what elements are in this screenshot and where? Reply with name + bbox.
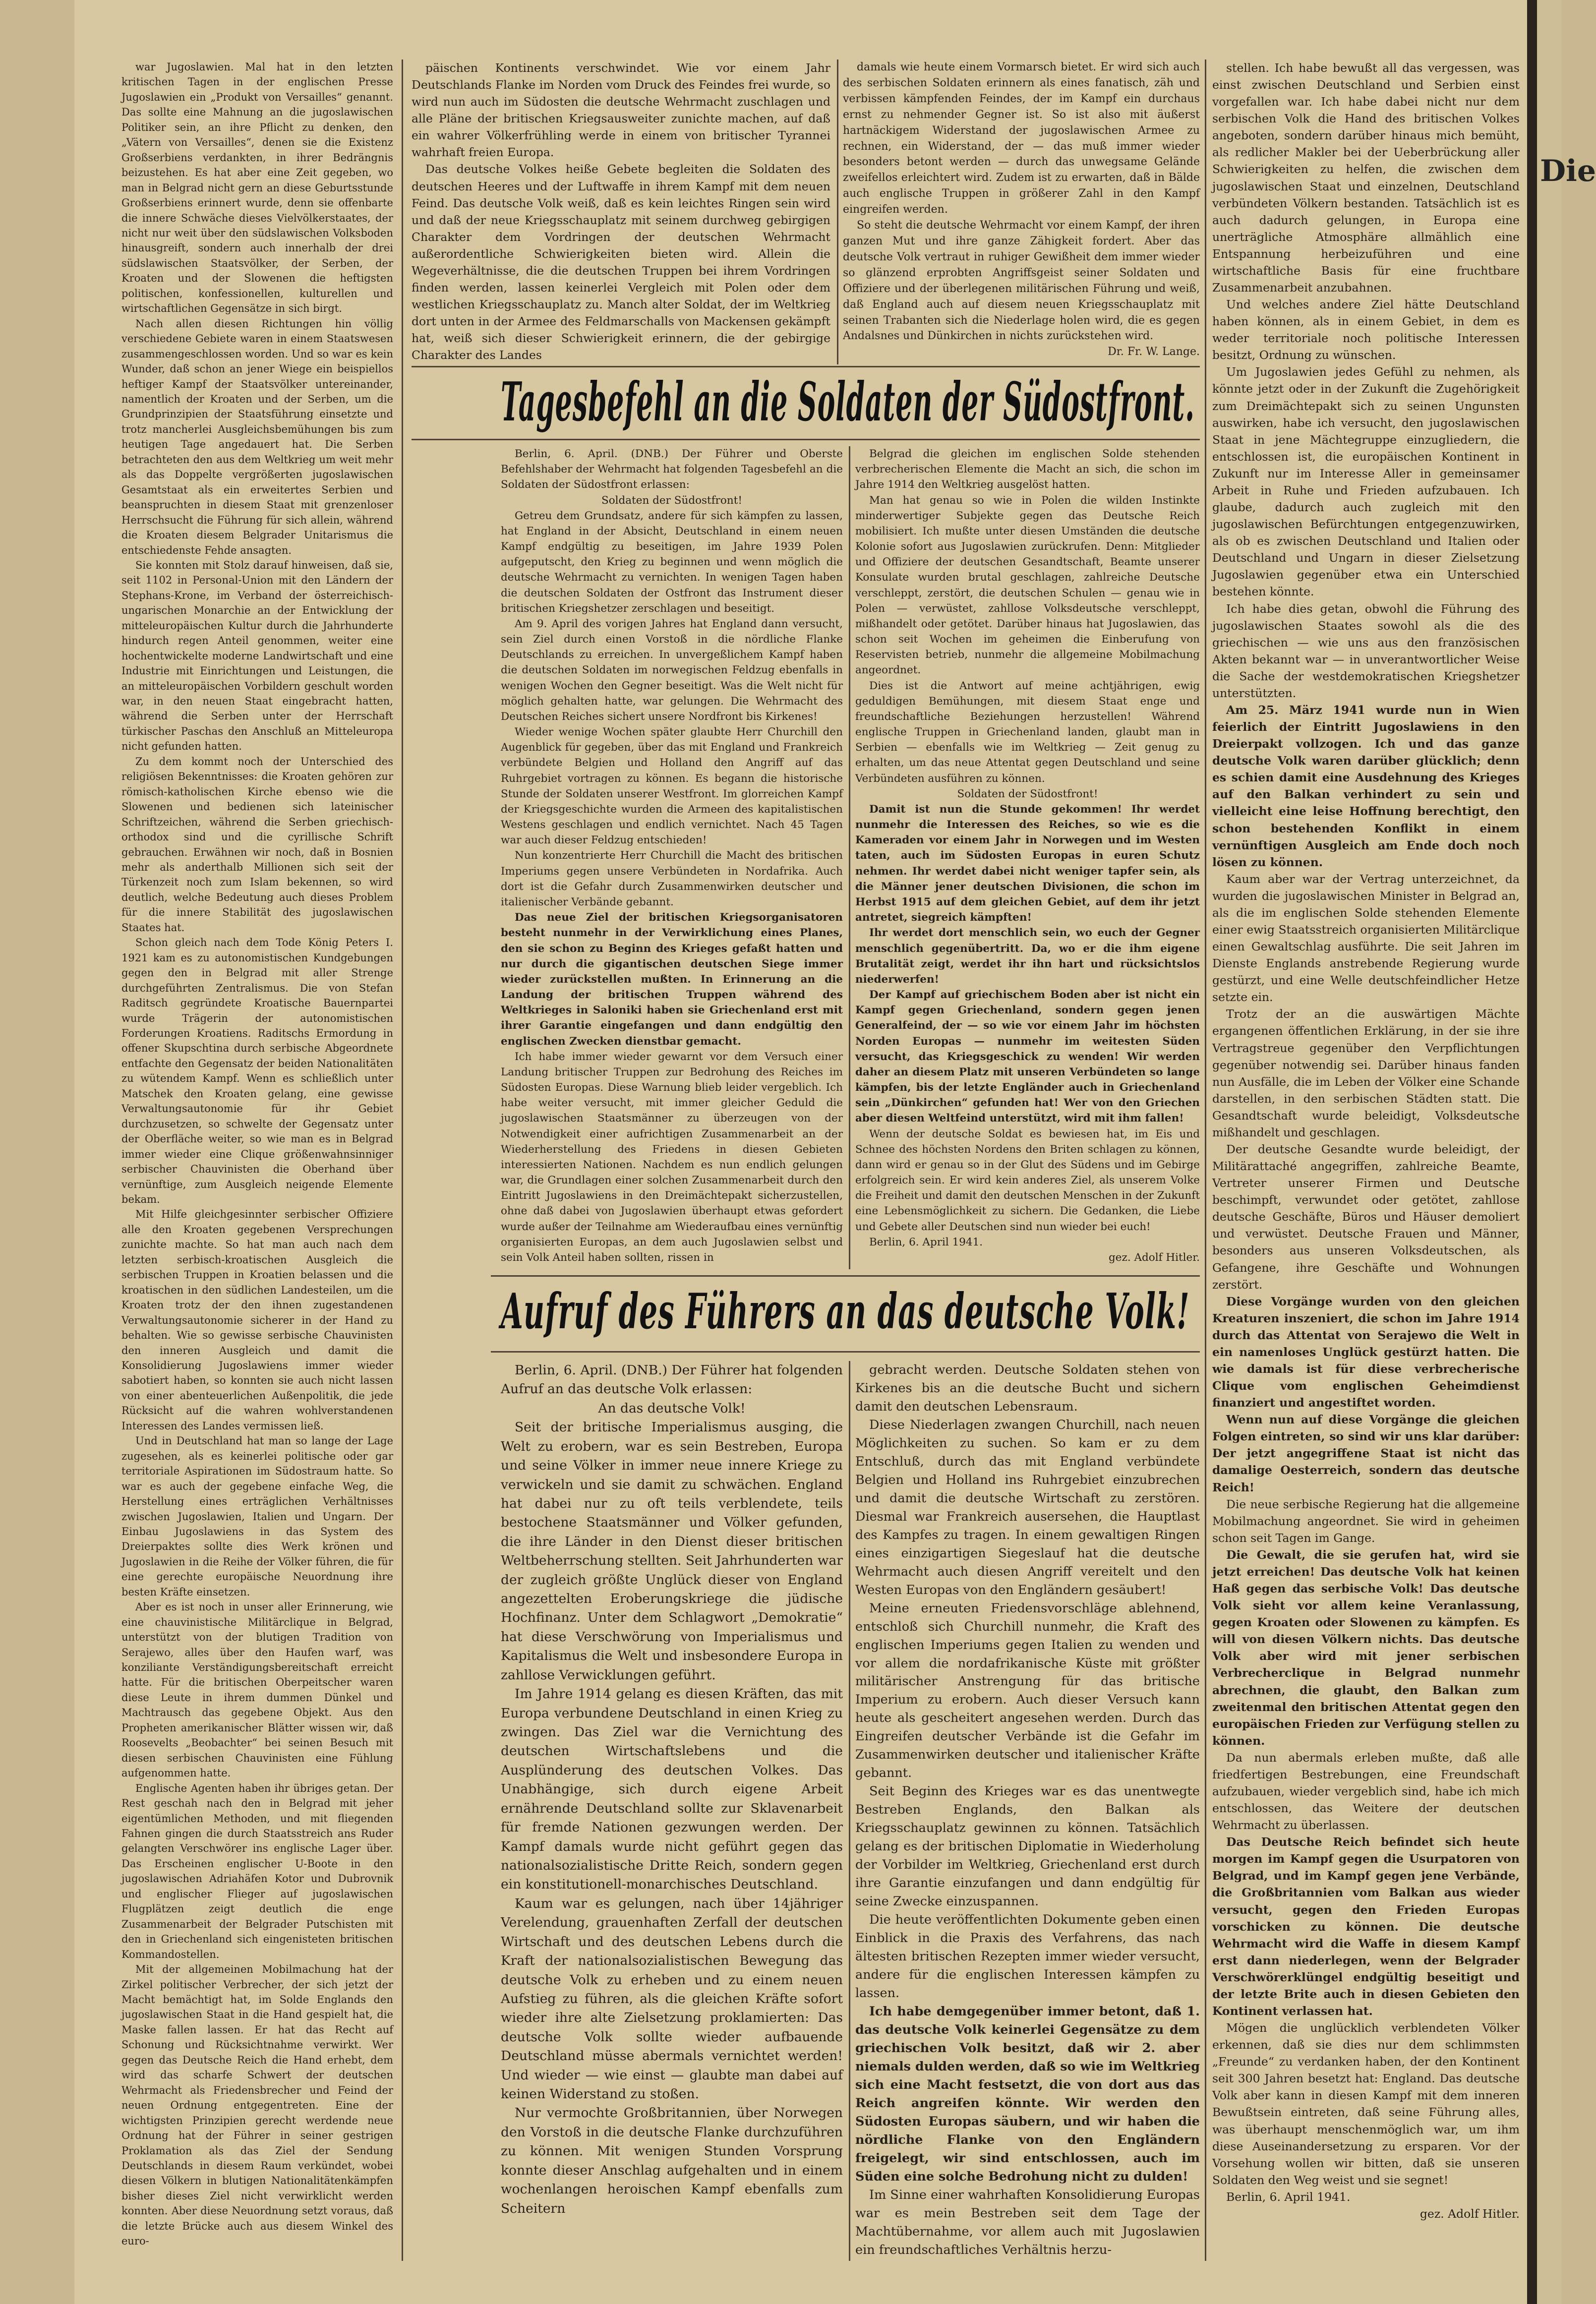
paragraph: Sie konnten mit Stolz darauf hinweisen, daß sie, seit 1102 in Personal-Union mit den Ländern der Stephans-Krone, im Verband der österreichisch-ungarischen Monarchie an der Entwicklung der mitteleuropäischen Kultur durch die Jahrhunderte hindurch regen Anteil genommen, weiter eine hochentwickelte moderne Landwirtschaft und eine Industrie mit Einrichtungen und Leistungen, die an mitteleuropäischen Vorbildern geschult worden war, in den neuen Staat eingebracht hatten, während die Serben unter der Herrschaft türkischer Paschas den Anschluß an Mitteleuropa nicht gefunden hatten. [121,559,393,753]
column-rule [1205,59,1206,2261]
paragraph: Der Kampf auf griechischem Boden aber ist nicht ein Kampf gegen Griechenland, sondern gegen jenen Generalfeind, der — so wie vor einem Jahr im höchsten Norden Europas — nunmehr im weitesten Süden versucht, das Kriegsgeschick zu wenden! Wir werden daher an diesem Platz mit unseren Verbündeten so lange kämpfen, bis der letzte Engländer auch in Griechenland sein „Dünkirchen“ gefunden hat! Wer von den Griechen aber diesen Weltfeind unterstützt, wird mit ihm fallen! [855,989,1200,1125]
column-rule [849,1361,850,2261]
paragraph: Schon gleich nach dem Tode König Peters I. 1921 kam es zu autonomistischen Kundgebungen gegen den in Belgrad mit aller Strenge durchgeführten Zentralismus. Die von Stefan Raditsch gegründete Kroatische Bauernpartei wurde Trägerin der autonomistischen Forderungen Kroatiens. Raditschs Ermordung in offener Skupschtina durch serbische Abgeordnete entfachte den Gegensatz der beiden Nationalitäten zu wütendem Kampf. Wenn es schließlich unter Matschek den Kroaten gelang, eine gewisse Verwaltungsautonomie für ihr Gebiet durchzusetzen, so schwelte der Gegensatz unter der Oberfläche weiter, so wie man es in Belgrad immer wieder eine Clique größenwahnsinniger serbischer Chauvinisten die Oberhand über vernünftige, zum Ausgleich neigende Elemente bekam. [121,937,393,1205]
paragraph: Nur vermochte Großbritannien, über Norwegen den Vorstoß in die deutsche Flanke durchzuführen zu können. Mit wenigen Stunden Vorsprung konnte dieser Anschlag aufgehalten und in einem wochenlangen heroischen Kampf ebenfalls zum Scheitern [501,2105,843,2216]
paragraph: Im Jahre 1914 gelang es diesen Kräften, das mit Europa verbundene Deutschland in einen Krieg zu zwingen. Das Ziel war die Vernichtung des deutschen Wirtschaftslebens und die Ausplünderung des deutschen Volkes. Das Unabhängige, sich durch eigene Arbeit ernährende Deutschland sollte zur Sklavenarbeit für fremde Nationen gezwungen werden. Der Kampf damals wurde nicht geführt gegen das nationalsozialistische Dritte Reich, sondern gegen ein konstitutionell-monarchisches Deutschland. [501,1686,843,1892]
paragraph: Berlin, 6. April. (DNB.) Der Führer und Oberste Befehlshaber der Wehrmacht hat folgenden Tagesbefehl an die Soldaten der Südostfront erlassen: [501,448,843,491]
paragraph: Diese Vorgänge wurden von den gleichen Kreaturen inszeniert, die schon im Jahre 1914 durch das Attentat von Serajewo die Welt in ein namenloses Unglück gestürzt hatten. Die wie damals ist für diese verbrecherische Clique vom englischen Geheimdienst finanziert und angestiftet worden. [1212,1294,1520,1410]
section-rule [412,366,1200,367]
paragraph: Englische Agenten haben ihr übriges getan. Der Rest geschah nach den in Belgrad mit jeher eigentümlichen Methoden, und mit fliegenden Fahnen gingen die durch Staatsstreich ans Ruder gelangten Verschwörer ins englische Lager über. Das Erscheinen englischer U-Boote in den jugoslawischen Adriahäfen Kotor und Dubrovnik und englischer Flieger auf jugoslawischen Flugplätzen zeigt deutlich die enge Zusammenarbeit der Belgrader Putschisten mit den in Griechenland sich eingenisteten britischen Kommandostellen. [121,1782,393,1960]
paragraph: Kaum war es gelungen, nach über 14jähriger Verelendung, grauenhaften Zerfall der deutschen Wirtschaft und des deutschen Lebens durch die Kraft der nationalsozialistischen Bewegung das deutsche Volk zu erheben und zu einem neuen Aufstieg zu führen, als die gleichen Kräfte sofort wieder ihre alte Zielsetzung proklamierten: Das deutsche Volk sollte wieder aufbauende Deutschland müsse abermals vernichtet werden! Und wieder — wie einst — glaubte man dabei auf keinen Widerstand zu stoßen. [501,1895,843,2102]
column-rule [402,59,403,2261]
paragraph: Das Deutsche Reich befindet sich heute morgen im Kampf gegen die Usurpatoren von Belgrad, und im Kampf gegen jene Verbände, die Großbritannien vom Balkan aus wieder versucht, gegen den Frieden Europas vorschicken zu können. Die deutsche Wehrmacht wird die Waffe in diesem Kampf erst dann niederlegen, wenn der Belgrader Verschwörerklüngel endgültig beseitigt und der letzte Brite auch in diesen Gebieten den Kontinent verlassen hat. [1212,1835,1520,2018]
aufruf-left-column [501,1361,843,2261]
paragraph: Seit Beginn des Krieges war es das unentwegte Bestreben Englands, den Balkan als Kriegsschauplatz gewinnen zu können. Tatsächlich gelang es der britischen Diplomatie in Wiederholung der Vorbilder im Weltkrieg, Griechenland erst durch ihre Garantie einzufangen und dann endgültig für seine Zwecke einzuspannen. [855,1784,1200,1909]
paragraph: Ich habe demgegenüber immer betont, daß 1. das deutsche Volk keinerlei Gegensätze zu dem griechischen Volk besitzt, daß wir 2. aber niemals dulden werden, daß so wie im Weltkrieg sich eine Macht festsetzt, die von dort aus das Reich angreifen könnte. Wir werden den Südosten Europas säubern, und wir haben die nördliche Flanke von den Engländern freigelegt, wir sind entschlossen, auch im Süden eine solche Bedrohung nicht zu dulden! [855,2004,1200,2184]
paragraph: Nun konzentrierte Herr Churchill die Macht des britischen Imperiums gegen unsere Verbündeten in Nordafrika. Auch dort ist die Gefahr durch Zusammenwirken deutscher und italienischer Verbände gebannt. [501,849,843,908]
paragraph: Wenn der deutsche Soldat es bewiesen hat, im Eis und Schnee des höchsten Nordens den Briten schlagen zu können, dann wird er genau so in der Glut des Südens und im Gebirge erfolgreich sein. Er wird kein anderes Ziel, als unserem Volke die Freiheit und damit den deutschen Menschen in der Zukunft eine Lebensmöglichkeit zu sichern. Die Gedanken, die Liebe und Gebete aller Deutschen sind nun wieder bei euch! [855,1127,1200,1233]
paragraph: Ich habe immer wieder gewarnt vor dem Versuch einer Landung britischer Truppen zur Bedrohung des Reiches im Südosten Europas. Diese Warnung blieb leider vergeblich. Ich habe weiter versucht, mit immer gleicher Geduld die jugoslawischen Staatsmänner zu überzeugen von der Notwendigkeit einer aufrichtigen Zusammenarbeit an der Wiederherstellung des Friedens in diesen Gebieten interessierten Nationen. Nachdem es nun endlich gelungen war, die Grundlagen einer solchen Zusammenarbeit durch den Eintritt Jugoslawiens in den Dreimächtepakt sicherzustellen, ohne daß dabei von Jugoslawien überhaupt etwas gefordert wurde außer der Teilnahme am Wiederaufbau eines vernünftig organisierten Europas, an dem auch Jugoslawien selbst und sein Volk Anteil haben sollten, rissen in [501,1050,843,1264]
paragraph: Mit der allgemeinen Mobilmachung hat der Zirkel politischer Verbrecher, der sich jetzt der Macht bemächtigt hat, im Solde Englands den jugoslawischen Staat in die Hand gespielt hat, die Maske fallen lassen. Er hat das Recht auf Schonung und Rücksichtnahme verwirkt. Wer gegen das Deutsche Reich die Hand erhebt, dem wird das scharfe Schwert der deutschen Wehrmacht als Friedensbrecher und Feind der neuen Ordnung entgegentreten. Eine der wichtigsten Prinzipien gerecht werdende neue Ordnung hat der Führer in seiner gestrigen Proklamation als das Ziel der Sendung Deutschlands in diesem Raum verkündet, wobei diesen Völkern in blutigen Nationalitätenkämpfen bisher dieses Ziel nicht verwirklicht werden konnten. Aber diese Neuordnung setzt voraus, daß die letzte Brücke auch aus diesem Winkel des euro- [121,1963,393,2247]
paragraph: Und welches andere Ziel hätte Deutschland haben können, als in einem Gebiet, in dem es weder territoriale noch politische Interessen besitzt, Ordnung zu wünschen. [1212,297,1520,362]
paragraph: Ich habe dies getan, obwohl die Führung des jugoslawischen Staates sowohl als die des griechischen — wie uns aus den französischen Akten bekannt war — in unverantwortlicher Weise die Sache der westdemokratischen Kriegshetzer unterstützten. [1212,601,1520,700]
paragraph: päischen Kontinents verschwindet. Wie vor einem Jahr Deutschlands Flanke im Norden vom Druck des Feindes frei wurde, so wird nun auch im Südosten die deutsche Wehrmacht zuschlagen und alle Pläne der britischen Kriegsausweiter zunichte machen, auf daß ein wahrer Völkerfrühling werde in einem von britischer Tyrannei wahrhaft freien Europa. [412,61,830,160]
paragraph: Wenn nun auf diese Vorgänge die gleichen Folgen eintreten, so sind wir uns klar darüber: Der jetzt angegriffene Staat ist nicht das damalige Oesterreich, sondern das deutsche Reich! [1212,1413,1520,1494]
paragraph: So steht die deutsche Wehrmacht vor einem Kampf, der ihren ganzen Mut und ihre ganze Zähigkeit fordert. Aber das deutsche Volk vertraut in ruhiger Gewißheit dem immer wieder so glänzend erprobten Angriffsgeist seiner Soldaten und Offiziere und der überlegenen militärischen Führung und weiß, daß England auch auf diesem neuen Kriegsschauplatz mit seinen Trabanten sich die Niederlage holen wird, die es gegen Andalsnes und Dünkirchen in nichts zurückstehen wird. [843,219,1200,343]
paragraph: Dies ist die Antwort auf meine achtjährigen, ewig geduldigen Bemühungen, mit diesem Staat enge und freundschaftliche Beziehungen herzustellen! Während englische Truppen in Griechenland landen, glaubt man in Serbien — ebenfalls wie im Weltkrieg — Zeit genug zu erhalten, um das neue Attentat gegen Deutschland und seine Verbündeten ausführen zu können. [855,679,1200,785]
paragraph: Da nun abermals erleben mußte, daß alle friedfertigen Bestrebungen, eine Freundschaft aufzubauen, wieder vergeblich sind, habe ich mich entschlossen, das Weitere der deutschen Wehrmacht zu überlassen. [1212,1750,1520,1832]
paragraph: Das neue Ziel der britischen Kriegsorganisatoren besteht nunmehr in der Verwirklichung eines Planes, den sie schon zu Beginn des Krieges gefaßt hatten und nur durch die gigantischen deutschen Siege immer wieder zurückstellen mußten. In Erinnerung an die Landung der britischen Truppen während des Weltkrieges in Saloniki haben sie Griechenland erst mit ihrer Garantie eingefangen und dann endgültig den englischen Zwecken dienstbar gemacht. [501,911,843,1048]
paragraph: Aber es ist noch in unser aller Erinnerung, wie eine chauvinistische Militärclique in Belgrad, unterstützt von der blutigen Tradition von Serajewo, alles über den Haufen warf, was konziliante Verständigungsbereitschaft erreicht hatte. Für die britischen Oberpeitscher waren diese Leute in ihrem dummen Dünkel und Machtrausch das gegebene Objekt. Aus den Propheten amerikanischer Blätter wissen wir, daß Roosevelts „Beobachter“ bei seinen Besuch mit diesen serbischen Chauvinisten eine Fühlung aufgenommen hatte. [121,1601,393,1779]
paragraph: Mögen die unglücklich verblendeten Völker erkennen, daß sie dies nur dem schlimmsten „Freunde“ zu verdanken haben, der den Kontinent seit 300 Jahren besetzt hat: England. Das deutsche Volk aber kann in diesen Kampf mit dem inneren Bewußtsein eintreten, daß seine Führung alles, was überhaupt menschenmöglich war, um ihm diese Auseinandersetzung zu ersparen. Vor der Vorsehung wollen wir bitten, daß sie unseren Soldaten den Weg weist und sie segnet! [1212,2021,1520,2187]
paragraph: Diese Niederlagen zwangen Churchill, nach neuen Möglichkeiten zu suchen. So kam er zu dem Entschluß, durch das mit England verbündete Belgien und Holland ins Ruhrgebiet einzubrechen und damit die deutsche Wirtschaft zu zerstören. Diesmal war Frankreich ausersehen, die Hauptlast des Kampfes zu tragen. In einem gewaltigen Ringen eines einzigartigen Siegeslauf hat die deutsche Wehrmacht auch diesen Angriff vereitelt und den Westen Europas von den Engländern gesäubert! [855,1417,1200,1597]
paragraph: Und in Deutschland hat man so lange der Lage zugesehen, als es keinerlei politische oder gar territoriale Aspirationen im Südostraum hatte. So war es auch der gegebene einfache Weg, die Herstellung eines erträglichen Verhältnisses zwischen Jugoslawien, Italien und Ungarn. Der Einbau Jugoslawiens in das System des Dreierpaktes sollte dies Werk krönen und Jugoslawien in die Reihe der Völker führen, die für eine gerechte europäische Neuordnung ihre besten Kräfte einsetzen. [121,1435,393,1598]
paragraph: Soldaten der Südostfront! [957,787,1098,800]
column-rule [837,59,838,364]
tagesbefehl-right-column [855,446,1200,1269]
paragraph: Mit Hilfe gleichgesinnter serbischer Offiziere alle den Kroaten gegebenen Versprechungen zunichte machte. So hat man auch nach dem letzten serbisch-kroatischen Ausgleich die serbischen Truppen in Kroatien belassen und die kroatischen in den südlichen Landesteilen, um die Kroaten trotz der den ihnen zugestandenen Verwaltungsautonomie sicherer in der Hand zu behalten. Wie so gewisse serbische Chauvinisten den inneren Ausgleich und damit die Konsolidierung Jugoslawiens immer wieder sabotiert haben, so konnten sie auch nicht lassen von einer abenteuerlichen Außenpolitik, die jede Rücksicht auf die wahren wohlverstandenen Interessen des Landes vermissen ließ. [121,1208,393,1432]
tagesbefehl-left-column [501,446,843,1269]
paragraph: Man hat genau so wie in Polen die wilden Instinkte minderwertiger Subjekte gegen das Deutsche Reich mobilisiert. Ich mußte unter diesen Umständen die deutsche Kolonie sofort aus Jugoslawien zurückrufen. Denn: Mitglieder und Offiziere der deutschen Gesandtschaft, Beamte unserer Konsulate wurden brutal geschlagen, zahlreiche Deutsche verschleppt, zerstört, die deutschen Schulen — genau wie in Polen — verwüstet, zahllose Volksdeutsche verschleppt, mißhandelt oder getötet. Darüber hinaus hat Jugoslawien, das schon seit Wochen im geheimen die Einberufung von Reservisten betrieb, nunmehr die allgemeine Mobilmachung angeordnet. [855,494,1200,677]
column-1 [121,59,393,2261]
paragraph: Trotz der an die auswärtigen Mächte ergangenen öffentlichen Erklärung, in der sie ihre Vertragstreue gegenüber den Verpflichtungen gegenüber notwendig sei. Darüber hinaus fanden nun Ausfälle, die im Leben der Völker eine Schande darstellen, in den serbischen Städten statt. Die Gesandtschaft wurde beleidigt, Volksdeutsche mißhandelt und geschlagen. [1212,1007,1520,1139]
paragraph: Damit ist nun die Stunde gekommen! Ihr werdet nunmehr die Interessen des Reiches, so wie es die Kameraden vor einem Jahr in Norwegen und im Westen taten, auch im Südosten Europas in euren Schutz nehmen. Ihr werdet dabei nicht weniger tapfer sein, als die Männer jener deutschen Divisionen, die schon im Herbst 1915 auf dem gleichen Gebiet, auf dem ihr jetzt antretet, siegreich kämpften! [855,803,1200,924]
paragraph: Nach allen diesen Richtungen hin völlig verschiedene Gebiete waren in einem Staatswesen zusammengeschlossen worden. Und so war es kein Wunder, daß schon an jener Wiege ein beispiellos heftiger Kampf der Staatsvölker untereinander, namentlich der Kroaten und der Serben, um die Grundprinzipien der Staatsführung einsetzte und trotz mancherlei Ausgleichsbemühungen bis zum heutigen Tage angedauert hat. Die Serben betrachteten den aus dem Weltkrieg um weit mehr als das Doppelte vergrößerten jugoslawischen Gesamtstaat als ein erweitertes Serbien und beanspruchten in diesem Staat mit grenzenloser Herrschsucht die Führung für sich allein, während die Kroaten diesem Belgrader Unitarismus die entschiedenste Fehde ansagten. [121,317,393,556]
paragraph: Berlin, 6. April. (DNB.) Der Führer hat folgenden Aufruf an das deutsche Volk erlassen: [501,1362,843,1397]
paragraph: war Jugoslawien. Mal hat in den letzten kritischen Tagen in der englischen Presse Jugoslawien ein „Produkt von Versailles“ genannt. Das sollte eine Mahnung an die jugoslawischen Politiker sein, an ihre Pflicht zu denken, den „Vätern von Versailles“, denen sie die Existenz Großserbiens verdankten, in ihrer Bedrängnis beizustehen. Es hat aber eine Zeit gegeben, wo man in Belgrad nicht gern an diese Geburtsstunde Großserbiens erinnert wurde, denn sie offenbarte die innere Schwäche dieses Vielvölkerstaates, der nicht nur weit über den südslawischen Volksboden hinausgreift, sondern auch innerhalb der drei südslawischen Staatsvölker, der Serben, der Kroaten und der Slowenen die heftigsten politischen, konfessionellen, kulturellen und wirtschaftlichen Gegensätze in sich birgt. [121,61,393,315]
aufruf-right-column [855,1361,1200,2261]
paragraph: Wieder wenige Wochen später glaubte Herr Churchill den Augenblick für gegeben, über das mit England und Frankreich verbündete Belgien und Holland den Angriff auf das Ruhrgebiet vortragen zu können. Es begann die historische Stunde der Soldaten unserer Westfront. Im glorreichen Kampf der Kriegsgeschichte wurden die Armeen des kapitalistischen Westens geschlagen und endlich vernichtet. Nach 45 Tagen war auch dieser Feldzug entschieden! [501,726,843,847]
paragraph: Soldaten der Südostfront! [601,494,743,507]
paragraph: Getreu dem Grundsatz, andere für sich kämpfen zu lassen, hat England in der Absicht, Deutschland in einem neuen Kampf endgültig zu beseitigen, im Jahre 1939 Polen aufgeputscht, den Krieg zu beginnen und wenn möglich die deutsche Wehrmacht zu vernichten. In wenigen Tagen haben die deutschen Soldaten der Ostfront das Instrument dieser britischen Kriegshetzer zerschlagen und beseitigt. [501,509,843,615]
paragraph: An das deutsche Volk! [598,1400,746,1416]
paragraph: Die neue serbische Regierung hat die allgemeine Mobilmachung angeordnet. Sie wird in geheimen schon seit Tagen im Gange. [1212,1497,1520,1545]
paragraph: Am 25. März 1941 wurde nun in Wien feierlich der Eintritt Jugoslawiens in den Dreierpakt vollzogen. Ich und das ganze deutsche Volk waren darüber glücklich; denn es schien damit eine Ausdehnung des Krieges auf den Balkan verhindert zu sein und vielleicht eine leise Hoffnung berechtigt, den schon bestehenden Konflikt in einem vernünftigen Ausgleich am Ende doch noch lösen zu können. [1212,703,1520,869]
signature: gez. Adolf Hitler. [1109,1251,1200,1264]
paragraph: Seit der britische Imperialismus ausging, die Welt zu erobern, war es sein Bestreben, Europa und seine Völker in immer neue innere Kriege zu verwickeln und sie damit zu schwächen. England hat dabei nur zu oft teils verblendete, teils bestochene Staatsmänner und Völker gefunden, die ihre Länder in den Dienst dieser britischen Weltbeherrschung stellten. Seit Jahrhunderten war der zugleich größte Unglück dieser von England angezettelten Eroberungskriege die jüdische Hochfinanz. Unter dem Schlagwort „Demokratie“ hat diese Verschwörung von Imperialismus und Kapitalismus die Welt und insbesondere Europa in zahllose Verwicklungen geführt. [501,1419,843,1683]
paragraph: Kaum aber war der Vertrag unterzeichnet, da wurden die jugoslawischen Minister in Belgrad an, als die im englischen Solde stehenden Elemente einer ewig Staatsstreich organisierten Militärclique einen Gewaltschlag ausführte. Die seit Jahren im Dienste Englands anstrebende Regierung wurde gestürzt, und eine Welle deutschfeindlicher Hetze setzte ein. [1212,872,1520,1004]
signature: gez. Adolf Hitler. [1419,2206,1520,2221]
paragraph: Meine erneuten Friedensvorschläge ablehnend, entschloß sich Churchill nunmehr, die Kraft des englischen Imperiums gegen Italien zu wenden und vor allem die nordafrikanische Küste mit größter militärischer Anstrengung für das britische Imperium zu erobern. Auch dieser Versuch kann heute als gescheitert angesehen werden. Durch das Eingreifen deutscher Verbände ist die Gefahr im Zusammenwirken deutscher und italienischer Kräfte gebannt. [855,1600,1200,1781]
paragraph: Der deutsche Gesandte wurde beleidigt, der Militärattaché angegriffen, zahlreiche Beamte, Vertreter unserer Firmen und Deutsche beschimpft, verwundet oder getötet, zahllose deutsche Geschäfte, Büros und Häuser demoliert und verwüstet. Deutsche Frauen und Männer, besonders aus unseren Volksdeutschen, als Gefangene, ihre Geschäfte und Wohnungen zerstört. [1212,1142,1520,1292]
adjacent-page-title: Die [1540,154,1596,188]
column-2-top [412,59,830,364]
paragraph: gebracht werden. Deutsche Soldaten stehen von Kirkenes bis an die deutsche Bucht und sichern damit den deutschen Lebensraum. [855,1362,1200,1414]
paragraph: damals wie heute einem Vormarsch bietet. Er wird sich auch des serbischen Soldaten erinnern als eines fanatisch, zäh und verbissen kämpfenden Feindes, der im Kampf ein durchaus ernst zu nehmender Gegner ist. So ist also mit äußerst hartnäckigem Widerstand der jugoslawischen Armee zu rechnen, ein Widerstand, der — das muß immer wieder besonders betont werden — durch das unwegsame Gelände zweifellos erleichtert wird. Zudem ist zu erwarten, daß in Bälde auch englische Truppen in größerer Zahl in den Kampf eingreifen werden. [843,61,1200,216]
column-3-top [843,59,1200,364]
paragraph: stellen. Ich habe bewußt all das vergessen, was einst zwischen Deutschland und Serbien einst vorgefallen war. Ich habe dabei nicht nur dem serbischen Volk die Hand des britischen Volkes angeboten, sondern darüber hinaus mich bemüht, als redlicher Makler bei der Ueberbrückung aller Schwierigkeiten zu helfen, die zwischen dem jugoslawischen Staat und einzelnen, Deutschland verbündeten Völkern bestanden. Tatsächlich ist es auch dadurch gelungen, in Europa eine unerträgliche Atmosphäre allmählich eine Entspannung herbeizuführen und eine wirtschaftliche Basis für eine fruchtbare Zusammenarbeit anzubahnen. [1212,61,1520,295]
paragraph: Die heute veröffentlichten Dokumente geben einen Einblick in die Praxis des Verfahrens, das nach ältesten britischen Rezepten immer wieder versucht, andere für die englischen Interessen kämpfen zu lassen. [855,1912,1200,2001]
paragraph: Ihr werdet dort menschlich sein, wo euch der Gegner menschlich gegenübertritt. Da, wo er die ihm eigene Brutalität zeigt, werdet ihr ihn hart und rücksichtslos niederwerfen! [855,927,1200,986]
paragraph: Belgrad die gleichen im englischen Solde stehenden verbrecherischen Elemente die Macht an sich, die schon im Jahre 1914 den Weltkrieg ausgelöst hatten. [855,448,1200,491]
paragraph: Im Sinne einer wahrhaften Konsolidierung Europas war es mein Bestreben seit dem Tage der Machtübernahme, vor allem auch mit Jugoslawien ein freundschaftliches Verhältnis herzu- [855,2187,1200,2257]
section-rule [412,439,1200,440]
tagesbefehl-headline: Tagesbefehl an die Soldaten der Südostfront. [501,371,1195,433]
column-rule [849,446,850,1269]
paragraph: Um Jugoslawien jedes Gefühl zu nehmen, als könnte jetzt oder in der Zukunft die Zugehörigkeit zum Dreimächtepakt sich zu seinen Ungunsten auswirken, habe ich versucht, den jugoslawischen Staat in jene Mächtegruppe einzugliedern, die entschlossen ist, die europäischen Kontinent in Zukunft nur im Interesse Aller in gemeinsamer Arbeit in Ruhe und Frieden aufzubauen. Ich glaube, dadurch auch zugleich mit den jugoslawischen Befürchtungen entgegenzuwirken, als ob es zwischen Deutschland und Italien oder Deutschland und Ungarn in dieser Zielsetzung Jugoslawien gegenüber etwa ein Unterschied bestehen könnte. [1212,365,1520,599]
paragraph: Die Gewalt, die sie gerufen hat, wird sie jetzt erreichen! Das deutsche Volk hat keinen Haß gegen das serbische Volk! Das deutsche Volk sieht vor allem keine Veranlassung, gegen Kroaten oder Slowenen zu kämpfen. Es will von diesen Völkern nichts. Das deutsche Volk aber wird mit jener serbischen Verbrecherclique in Belgrad nunmehr abrechnen, die glaubt, den Balkan zum zweitenmal den britischen Attentat gegen den europäischen Frieden zur Verfügung stellen zu können. [1212,1547,1520,1748]
adjacent-page-strip [1537,0,1562,2304]
section-rule [491,1275,1200,1277]
author-signature: Dr. Fr. W. Lange. [1108,346,1200,358]
section-rule [491,1351,1200,1353]
column-5 [1212,59,1520,2261]
aufruf-headline: Aufruf des Führers an das deutsche Volk! [501,1283,1190,1340]
paragraph: Zu dem kommt noch der Unterschied des religiösen Bekenntnisses: die Kroaten gehören zur römisch-katholischen Kirche ebenso wie die Slowenen und bedienen sich lateinischer Schriftzeichen, während die Serben griechisch-orthodox sind und die cyrillische Schrift gebrauchen. Erwähnen wir noch, daß in Bosnien mehr als anderthalb Millionen sich seit der Türkenzeit noch zum Islam bekennen, so wird deutlich, welche Bedeutung auch dieses Problem für die innere Stabilität des jugoslawischen Staates hat. [121,755,393,934]
dateline: Berlin, 6. April 1941. [869,1236,983,1248]
paragraph: Das deutsche Volkes heiße Gebete begleiten die Soldaten des deutschen Heeres und der Luftwaffe in ihrem Kampf mit dem neuen Feind. Das deutsche Volk weiß, daß es kein leichtes Ringen sein wird und daß der neue Kriegsschauplatz mit seinem durchweg gebirgigen Charakter dem Vordringen der deutschen Wehrmacht außerordentliche Schwierigkeiten bieten wird. Allein die Wegeverhältnisse, die die deutschen Truppen bei ihrem Vordringen finden werden, lassen keinerlei Vergleich mit Polen oder dem westlichen Kriegsschauplatz zu. Manch alter Soldat, der im Weltkrieg dort unten in der Armee des Feldmarschalls von Mackensen gekämpft hat, weiß sich dieser Schwierigkeit erinnern, die der gebirgige Charakter des Landes [412,162,830,362]
paragraph: Am 9. April des vorigen Jahres hat England dann versucht, sein Ziel durch einen Vorstoß in die nördliche Flanke Deutschlands zu erreichen. In unvergeßlichem Kampf haben die deutschen Soldaten im norwegischen Feldzug ebenfalls in wenigen Wochen den Gegner beseitigt. Was die Welt nicht für möglich gehalten hatte, war gelungen. Die Wehrmacht des Deutschen Reiches sichert unsere Nordfront bis Kirkenes! [501,617,843,723]
dateline: Berlin, 6. April 1941. [1226,2189,1351,2204]
